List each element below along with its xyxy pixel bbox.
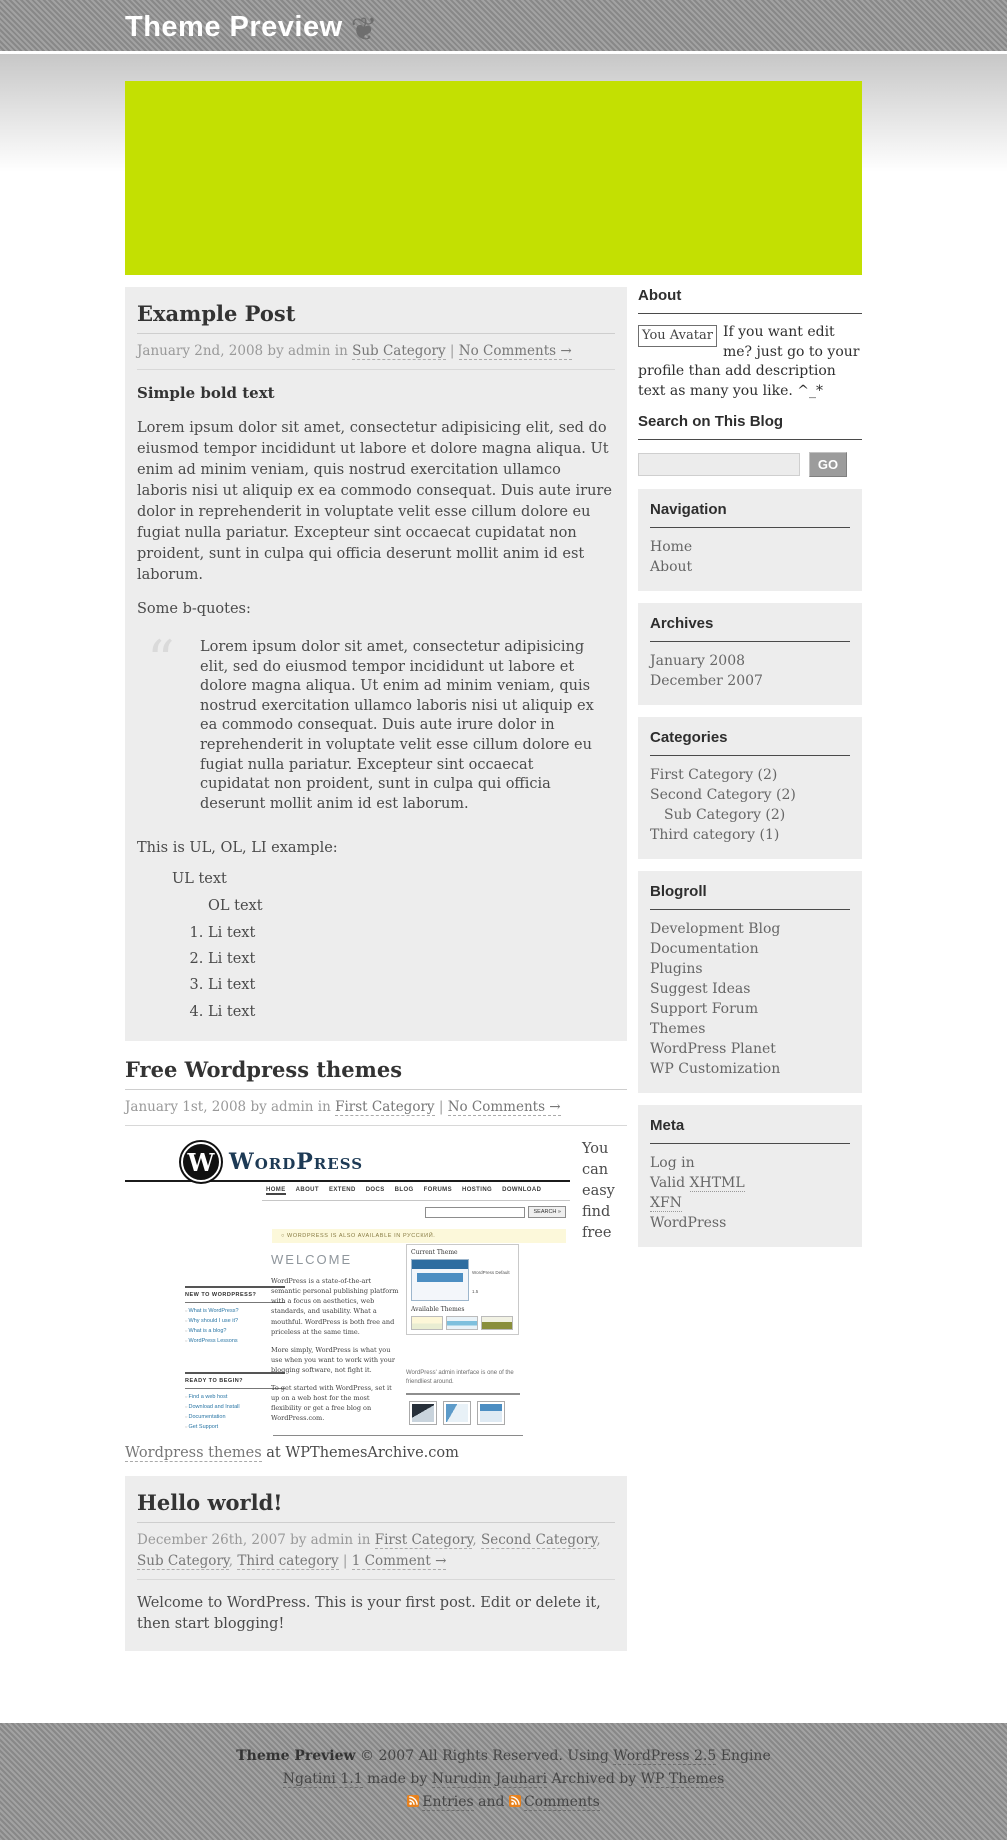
post-free-wordpress-themes [125,1053,627,1464]
screenshot-paragraph: To get started with WordPress, set it up on a web host for the most flexibility or get a free blog on WordPress.com. [271,1383,392,1422]
author-link[interactable]: Nurudin Jauhari [431,1770,548,1787]
sidebar-link[interactable]: Development Blog [650,921,781,938]
screenshot-current-theme-label: Current Theme [411,1249,458,1257]
sidebar-link[interactable]: Documentation [650,941,759,958]
footer-text: Archived by [547,1770,641,1787]
ol-list-header: OL text [208,897,263,914]
site-header [0,0,1007,54]
screenshot-nav-item: HOSTING [461,1187,493,1194]
comments-link[interactable]: 1 Comment → [351,1552,447,1569]
sidebar-link[interactable]: Support Forum [650,1001,759,1018]
comments-link[interactable]: No Comments → [447,1099,561,1115]
sidebar-link[interactable]: Valid XHTML [650,1175,745,1192]
footer-text: made by [362,1770,432,1787]
wordpress-logo-icon: W [181,1142,221,1182]
ordered-list-item: 2. Li text [208,946,615,972]
about-text: If you want edit me? just go to your profile than add description text as many you like. ^_* [638,324,860,399]
screenshot-search-input [425,1207,525,1218]
post-date: January 2nd, 2008 by admin in [137,343,353,359]
widget-search [638,413,862,477]
ordered-list [137,920,615,1025]
screenshot-nav-item: EXTEND [328,1187,356,1194]
screenshot-side-link: ○ Why should I use it? [185,1316,285,1326]
widget-blogroll [638,871,862,1093]
sidebar [638,287,862,1259]
widget-title: About [638,287,862,314]
category-link[interactable]: Sub Category [137,1552,229,1569]
screenshot-divider [273,1435,523,1436]
screenshot-theme-name: WordPress Default 1.5 [472,1270,510,1295]
screenshot-theme-thumbnail [411,1316,443,1330]
screenshot-available-themes-label: Available Themes [411,1306,465,1314]
footer-line-feeds [0,1791,1007,1814]
widget-archives [638,603,862,705]
header-banner [125,81,862,275]
screenshot-new-to-wordpress-box [185,1286,285,1346]
screenshot-divider [125,1180,570,1182]
screenshot-divider [406,1393,520,1395]
screenshot-nav-item: ABOUT [295,1187,319,1194]
post-hello-world [125,1476,627,1651]
screenshot-paragraph: WordPress is a state-of-the-art semantic personal publishing platform with a focus on aesthetics, web standards, and usability. What a mouthful. WordPress is both free and priceless at the same time. [271,1277,399,1336]
screenshot-paragraph: More simply, WordPress is what you use when you want to work with your blogging software, not fight it. [271,1345,395,1374]
screenshot-side-link: ○ What is WordPress? [185,1306,285,1316]
category-link[interactable]: Second Category [480,1532,597,1549]
widget-about [638,287,862,401]
entries-feed-link[interactable]: Entries [422,1793,474,1810]
screenshot-theme-card [477,1401,505,1425]
category-link[interactable]: Third category [237,1552,339,1569]
sidebar-link[interactable]: January 2008 [650,653,746,670]
sidebar-link[interactable]: Suggest Ideas [650,981,751,998]
screenshot-theme-card [443,1401,471,1425]
search-input[interactable] [638,453,800,476]
main-area [0,54,1007,1663]
screenshot-side-link: ○ Get Support [185,1422,285,1432]
footer-line-copyright [0,1745,1007,1768]
footer-text: © 2007 All Rights Reserved. Using [355,1747,614,1764]
widget-title: Search on This Blog [638,413,862,440]
widget-navigation [638,489,862,591]
wordpress-brand: WordPress [229,1149,364,1176]
ul-list-item: UL text [172,871,227,888]
sidebar-link[interactable]: Third category (1) [650,827,780,844]
screenshot-side-link: ○ Documentation [185,1412,285,1422]
screenshot-box-title: READY TO BEGIN? [185,1372,285,1389]
screenshot-search-button: SEARCH » [528,1206,566,1218]
ordered-list-item: 3. Li text [208,972,615,998]
post-bold-text: Simple bold text [137,384,275,403]
post-paragraph: Welcome to WordPress. This is your first post. Edit or delete it, then start blogging! [137,1594,601,1632]
screenshot-welcome-title: WELCOME [271,1252,353,1268]
sidebar-link[interactable]: Home [650,539,693,556]
footer-site-name: Theme Preview [236,1747,356,1764]
post-meta [137,334,615,370]
screenshot-nav-item: DOCS [365,1187,385,1194]
floral-heart-icon: ❦ [350,10,378,48]
rss-icon [407,1795,419,1807]
screenshot-ready-to-begin-box [185,1372,285,1439]
sidebar-link[interactable]: Themes [650,1021,706,1038]
category-link[interactable]: First Category [335,1099,435,1115]
main-column [125,287,627,1663]
widget-title: Blogroll [650,883,850,910]
post-meta: December 26th, 2007 by admin in First Category, Second Category, Sub Category, Third category | 1 Comment → [137,1523,615,1580]
meta-separator: | [445,343,459,359]
screenshot-current-theme-box [406,1244,519,1335]
blockquote [137,629,615,816]
screenshot-nav-item: FORUMS [423,1187,452,1194]
bquotes-label: Some b-quotes: [137,601,251,618]
screenshot-box-title: NEW TO WORDPRESS? [185,1286,285,1303]
avatar: You Avatar [638,325,717,347]
sidebar-link[interactable]: About [650,559,693,576]
sidebar-link[interactable]: WP Customization [650,1061,781,1078]
sidebar-link[interactable]: Log in [650,1155,695,1172]
sidebar-link[interactable]: XFN [650,1195,682,1212]
meta-separator: | [338,1552,352,1569]
site-footer [0,1723,1007,1840]
sidebar-link[interactable]: Plugins [650,961,703,978]
screenshot-navline [262,1200,570,1201]
screenshot-caption: WordPress' admin interface is one of the friendliest around. [406,1370,514,1386]
wordpress-screenshot-image [125,1139,570,1439]
widget-title: Categories [650,729,850,756]
screenshot-language-notice: ○ WORDPRESS IS ALSO AVAILABLE IN РУССКИЙ. [272,1229,566,1243]
sidebar-link[interactable]: Second Category (2) [650,787,796,804]
footer-text: Engine [716,1747,771,1764]
footer-line-credits [0,1768,1007,1791]
footer-text: and [473,1793,509,1810]
widget-title: Archives [650,615,850,642]
post-tail-text: at WPThemesArchive.com [261,1445,459,1462]
screenshot-side-link: ○ WordPress Lessons [185,1336,285,1346]
screenshot-side-link: ○ Download and Install [185,1402,285,1412]
site-title: Theme Preview [125,11,343,43]
post-paragraph: Lorem ipsum dolor sit amet, consectetur adipisicing elit, sed do eiusmod tempor incididunt ut labore et dolore magna aliqua. Ut enim ad minim veniam, quis nostrud exercitation ullamco laboris nisi ut aliquip ex ea commodo consequat. Duis aute irure dolor in reprehenderit in voluptate velit esse cillum dolore eu fugiat nulla pariatur. Excepteur sint occaecat cupidatat non proident, sunt in culpa qui officia deserunt mollit anim id est laborum. [137,420,612,584]
wp-themes-link[interactable]: WP Themes [640,1770,725,1787]
wordpress-themes-link[interactable]: Wordpress themes [125,1445,262,1462]
sidebar-link[interactable]: First Category (2) [650,767,778,784]
post-date: January 1st, 2008 by admin in [125,1099,336,1115]
post-title[interactable]: Hello world! [137,1490,615,1523]
list-example-label: This is UL, OL, LI example: [137,840,338,857]
post-example-post [125,287,627,1041]
screenshot-search [425,1206,566,1218]
wordpress-version-link[interactable]: WordPress 2.5 [613,1747,717,1764]
rss-icon [509,1795,521,1807]
screenshot-side-link: ○ What is a blog? [185,1326,285,1336]
quote-icon: “ [147,629,175,693]
widget-title: Navigation [650,501,850,528]
comments-link[interactable]: No Comments → [458,343,572,359]
screenshot-theme-thumbnail [481,1316,513,1330]
meta-separator: | [434,1099,448,1115]
ordered-list-item: 1. Li text [208,920,615,946]
widget-meta [638,1105,862,1247]
screenshot-admin-thumbnail [411,1259,469,1301]
screenshot-nav [266,1187,566,1195]
post-meta [125,1090,627,1126]
search-go-button[interactable]: GO [809,452,847,477]
post-title[interactable]: Example Post [137,301,615,334]
screenshot-side-link: ○ Find a web host [185,1392,285,1402]
screenshot-nav-item: DOWNLOAD [502,1187,542,1194]
category-link[interactable]: First Category [374,1532,473,1549]
comments-feed-link[interactable]: Comments [523,1793,600,1810]
post-date: December 26th, 2007 by admin in [137,1532,375,1549]
post-wrap-text: You can easy find free [582,1141,615,1242]
ordered-list-item: 4. Li text [208,999,615,1025]
category-link[interactable]: Sub Category [352,343,446,359]
screenshot-nav-item: BLOG [394,1187,414,1194]
blockquote-text: Lorem ipsum dolor sit amet, consectetur adipisicing elit, sed do eiusmod tempor incididunt ut labore et dolore magna aliqua. Ut enim ad minim veniam, quis nostrud exercitation ullamco laboris nisi ut aliquip ex ea commodo consequat. Duis aute irure dolor in reprehenderit in voluptate velit esse cillum dolore eu fugiat nulla pariatur. Excepteur sint occaecat cupidatat non proident, sunt in culpa qui officia deserunt mollit anim id est laborum. [200,639,594,812]
screenshot-nav-item: HOME [266,1187,286,1194]
theme-link[interactable]: Ngatini 1.1 [282,1770,363,1787]
widget-categories [638,717,862,859]
screenshot-theme-thumbnail [446,1316,478,1330]
sidebar-link[interactable]: WordPress [650,1215,727,1232]
widget-title: Meta [650,1117,850,1144]
sidebar-link[interactable]: WordPress Planet [650,1041,776,1058]
sidebar-link[interactable]: Sub Category (2) [664,807,786,824]
sidebar-link[interactable]: December 2007 [650,673,763,690]
post-title[interactable]: Free Wordpress themes [125,1057,627,1090]
screenshot-theme-card [409,1401,437,1425]
